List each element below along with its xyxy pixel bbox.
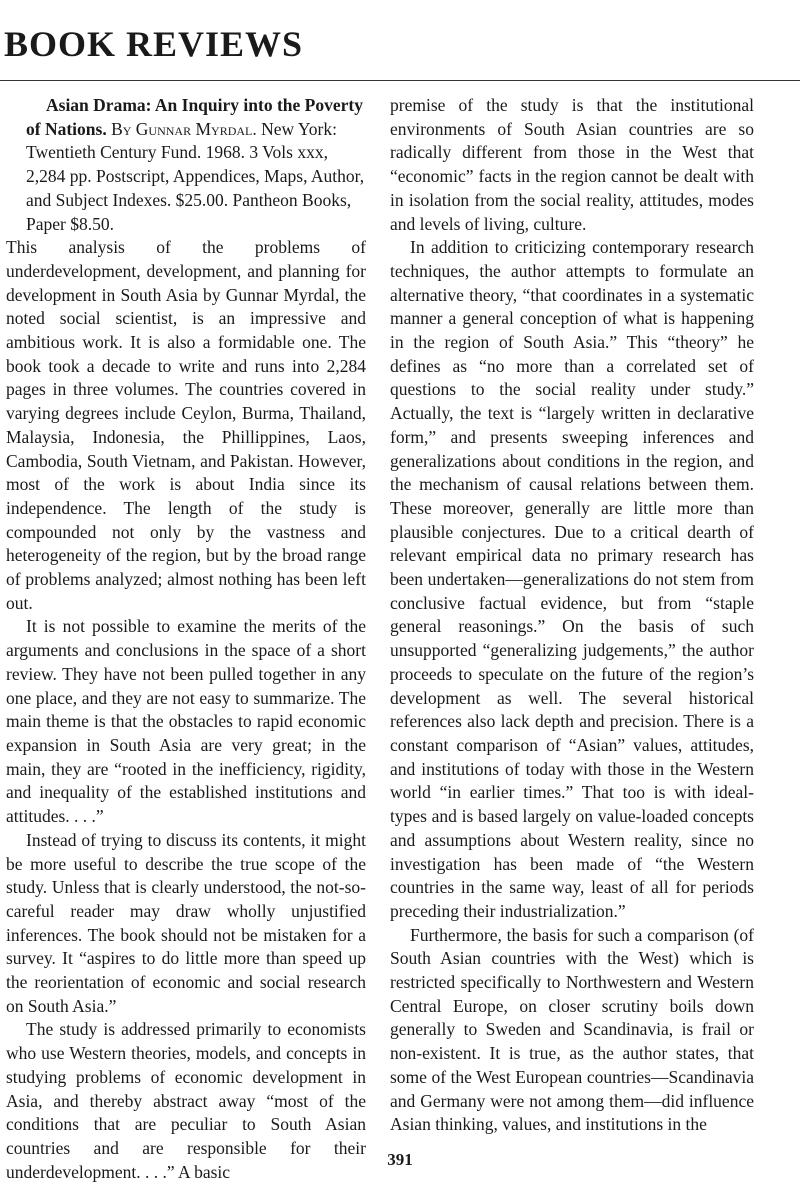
book-title: Asian Drama: An Inquiry into the Poverty of Nations. — [26, 95, 363, 139]
left-paragraph-4: The study is addressed primarily to economists who use Western theories, models, and concepts in studying problems of economic development in Asia, and thereby abstract away “most of the conditions that are peculiar to South Asian countries and are responsible for their underdevelopment. . . .” A basic — [6, 1019, 366, 1182]
right-paragraph-1: premise of the study is that the institutional environments of South Asian countries are so radically different from those in the West that “economic” facts in the region cannot be dealt with in isolation from the social reality, attitudes, modes and levels of living, culture. — [390, 95, 754, 234]
book-details: New York: Twentieth Century Fund. 1968. 3 Vols xxx, 2,284 pp. Postscript, Appendices, Maps, Author, and Subject Indexes. $25.00. Pantheon Books, Paper $8.50. — [26, 118, 365, 234]
left-paragraph-2: It is not possible to examine the merits of the arguments and conclusions in the space of a short review. They have not been pulled together in any one place, and they are not easy to summarize. The main theme is that the obstacles to rapid economic expansion in South Asia are very great; in the main, they are “rooted in the inefficiency, rigidity, and inequality of the established institutions and attitudes. . . .” — [6, 616, 366, 827]
left-column — [6, 94, 366, 1184]
book-author: By Gunnar Myrdal. — [111, 118, 257, 139]
left-paragraph-1: This analysis of the problems of underdevelopment, development, and planning for development in South Asia by Gunnar Myrdal, the noted social scientist, is an impressive and ambitious work. It is also a formidable one. The book took a decade to write and runs into 2,284 pages in three volumes. The countries covered in varying degrees include Ceylon, Burma, Thailand, Malaysia, Indonesia, the Phillippines, Laos, Cambodia, South Vietnam, and Pakistan. However, most of the work is about India since its independence. The length of the study is compounded not only by the vastness and heterogeneity of the region, but by the broad range of problems analyzed; almost nothing has been left out. — [6, 237, 366, 613]
book-citation — [6, 94, 366, 236]
left-paragraph-3: Instead of trying to discuss its contents, it might be more useful to describe the true scope of the study. Unless that is clearly understood, the not-so-careful reader may draw wholly unjustified inferences. The book should not be mistaken for a survey. It “aspires to do little more than speed up the reorientation of economic and social research on South Asia.” — [6, 829, 366, 1016]
section-title: BOOK REVIEWS — [4, 24, 304, 64]
page-number: 391 — [387, 1150, 413, 1169]
right-paragraph-3: Furthermore, the basis for such a comparison (of South Asian countries with the West) which is restricted specifically to Northwestern and Western Central Europe, on closer scrutiny boils down generally to Sweden and Scandinavia, is frail or non-existent. It is true, as the author states, that some of the West European countries—Scandinavia and Germany were not among them—did influence Asian thinking, values, and institutions in the — [390, 924, 754, 1135]
right-column — [390, 94, 754, 1137]
right-paragraph-2: In addition to criticizing contemporary research techniques, the author attempts to formulate an alternative theory, “that coordinates in a systematic manner a general conception of what is happening in the region of South Asia.” This “theory” he defines as “no more than a correlated set of questions to the social reality under study.” Actually, the text is “largely written in declarative form,” and presents sweeping inferences and generalizations about conditions in the region, and the mechanism of causal relations between them. These moreover, generally are little more than plausible conjectures. Due to a critical dearth of relevant empirical data no primary research has been undertaken—generalizations do not stem from conclusive factual evidence, but from “staple general reasonings.” On the basis of such unsupported “generalizing judgements,” the author proceeds to speculate on the future of the region’s development as well. The several historical references also lack depth and precision. There is a constant comparison of “Asian” values, attitudes, and institutions of today with those in the Western world “in earlier times.” That too is with ideal-types and is based largely on value-loaded concepts and assumptions about Western reality, since no investigation has been made of “the Western countries in the same way, least of all for periods preceding their industrialization.” — [390, 237, 754, 921]
header-rule — [0, 80, 800, 81]
